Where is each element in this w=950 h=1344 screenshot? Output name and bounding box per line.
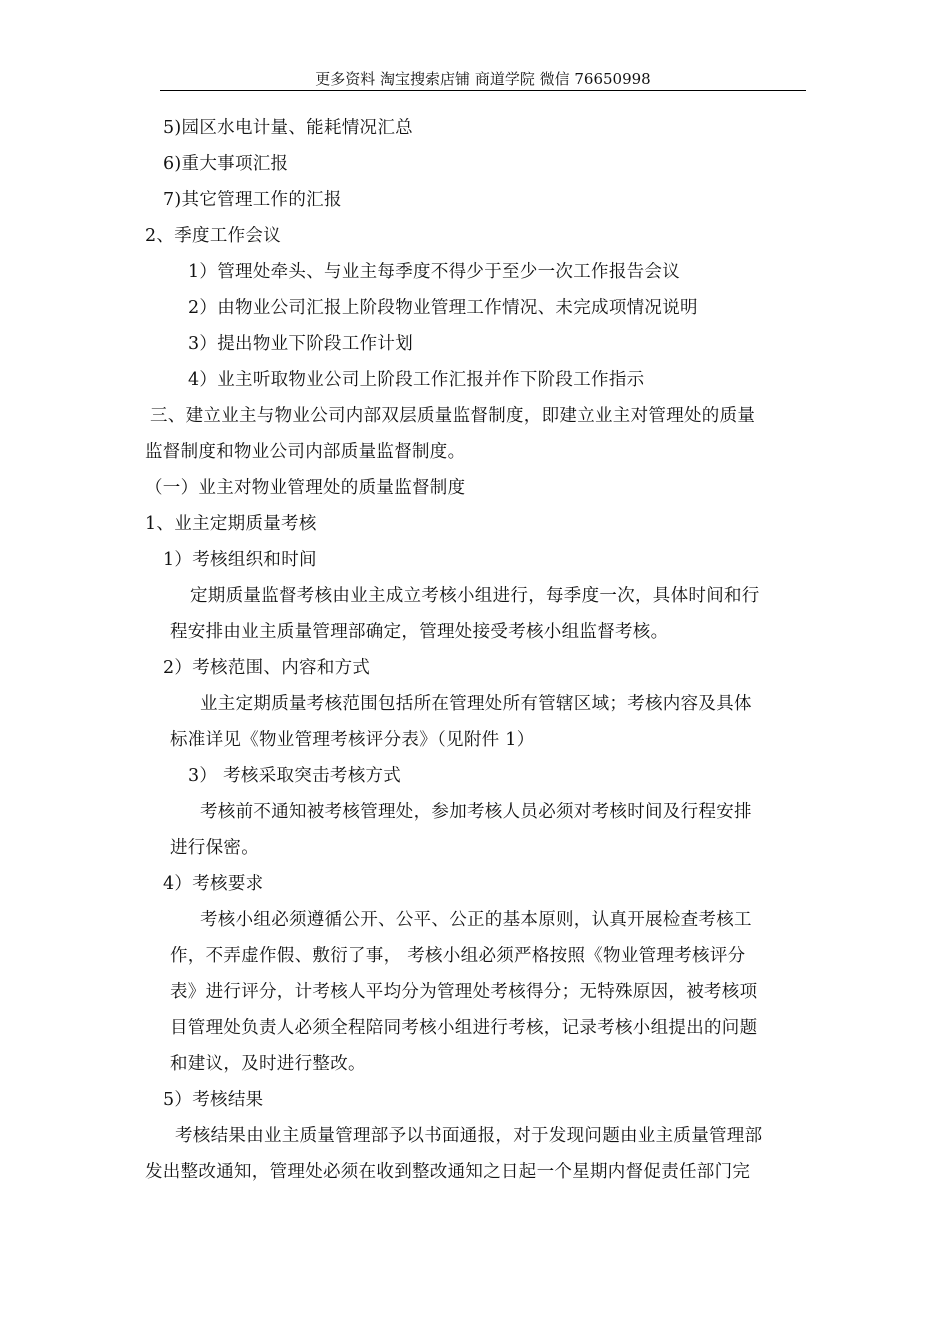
text-line: 监督制度和物业公司内部质量监督制度。 [145, 442, 466, 462]
text-line: 发出整改通知，管理处必须在收到整改通知之日起一个星期内督促责任部门完 [145, 1162, 751, 1182]
text-line: 考核结果由业主质量管理部予以书面通报，对于发现问题由业主质量管理部 [175, 1126, 763, 1146]
text-line: 作，不弄虚作假、敷衍了事， 考核小组必须严格按照《物业管理考核评分 [170, 946, 746, 966]
text-line: 和建议，及时进行整改。 [170, 1054, 366, 1074]
text-line: 三、建立业主与物业公司内部双层质量监督制度，即建立业主对管理处的质量 [150, 406, 756, 426]
text-line: 1）管理处牵头、与业主每季度不得少于至少一次工作报告会议 [188, 262, 681, 282]
text-line: 2）由物业公司汇报上阶段物业管理工作情况、未完成项情况说明 [188, 298, 698, 318]
text-line: 定期质量监督考核由业主成立考核小组进行，每季度一次，具体时间和行 [190, 586, 760, 606]
text-line: 4）业主听取物业公司上阶段工作汇报并作下阶段工作指示 [188, 370, 645, 390]
text-line: 程安排由业主质量管理部确定，管理处接受考核小组监督考核。 [170, 622, 669, 642]
text-line: 3） 考核采取突击考核方式 [188, 766, 402, 786]
text-line: 考核前不通知被考核管理处，参加考核人员必须对考核时间及行程安排 [200, 802, 752, 822]
page-header: 更多资料 淘宝搜索店铺 商道学院 微信 76650998 [160, 68, 806, 91]
text-line: 2）考核范围、内容和方式 [163, 658, 371, 678]
text-line: 1、业主定期质量考核 [145, 514, 317, 534]
text-line: 标准详见《物业管理考核评分表》（见附件 1） [170, 730, 535, 750]
text-line: 6)重大事项汇报 [163, 154, 289, 174]
text-line: （一）业主对物业管理处的质量监督制度 [145, 478, 466, 498]
text-line: 4）考核要求 [163, 874, 264, 894]
text-line: 业主定期质量考核范围包括所在管理处所有管辖区域；考核内容及具体 [200, 694, 752, 714]
text-line: 表》进行评分，计考核人平均分为管理处考核得分；无特殊原因，被考核项 [170, 982, 758, 1002]
text-line: 目管理处负责人必须全程陪同考核小组进行考核，记录考核小组提出的问题 [170, 1018, 758, 1038]
text-line: 1）考核组织和时间 [163, 550, 317, 570]
text-line: 2、季度工作会议 [145, 226, 282, 246]
text-line: 3）提出物业下阶段工作计划 [188, 334, 414, 354]
text-line: 进行保密。 [170, 838, 259, 858]
text-line: 考核小组必须遵循公开、公平、公正的基本原则，认真开展检查考核工 [200, 910, 752, 930]
text-line: 5）考核结果 [163, 1090, 264, 1110]
text-line: 7)其它管理工作的汇报 [163, 190, 342, 210]
text-line: 5)园区水电计量、能耗情况汇总 [163, 118, 413, 138]
